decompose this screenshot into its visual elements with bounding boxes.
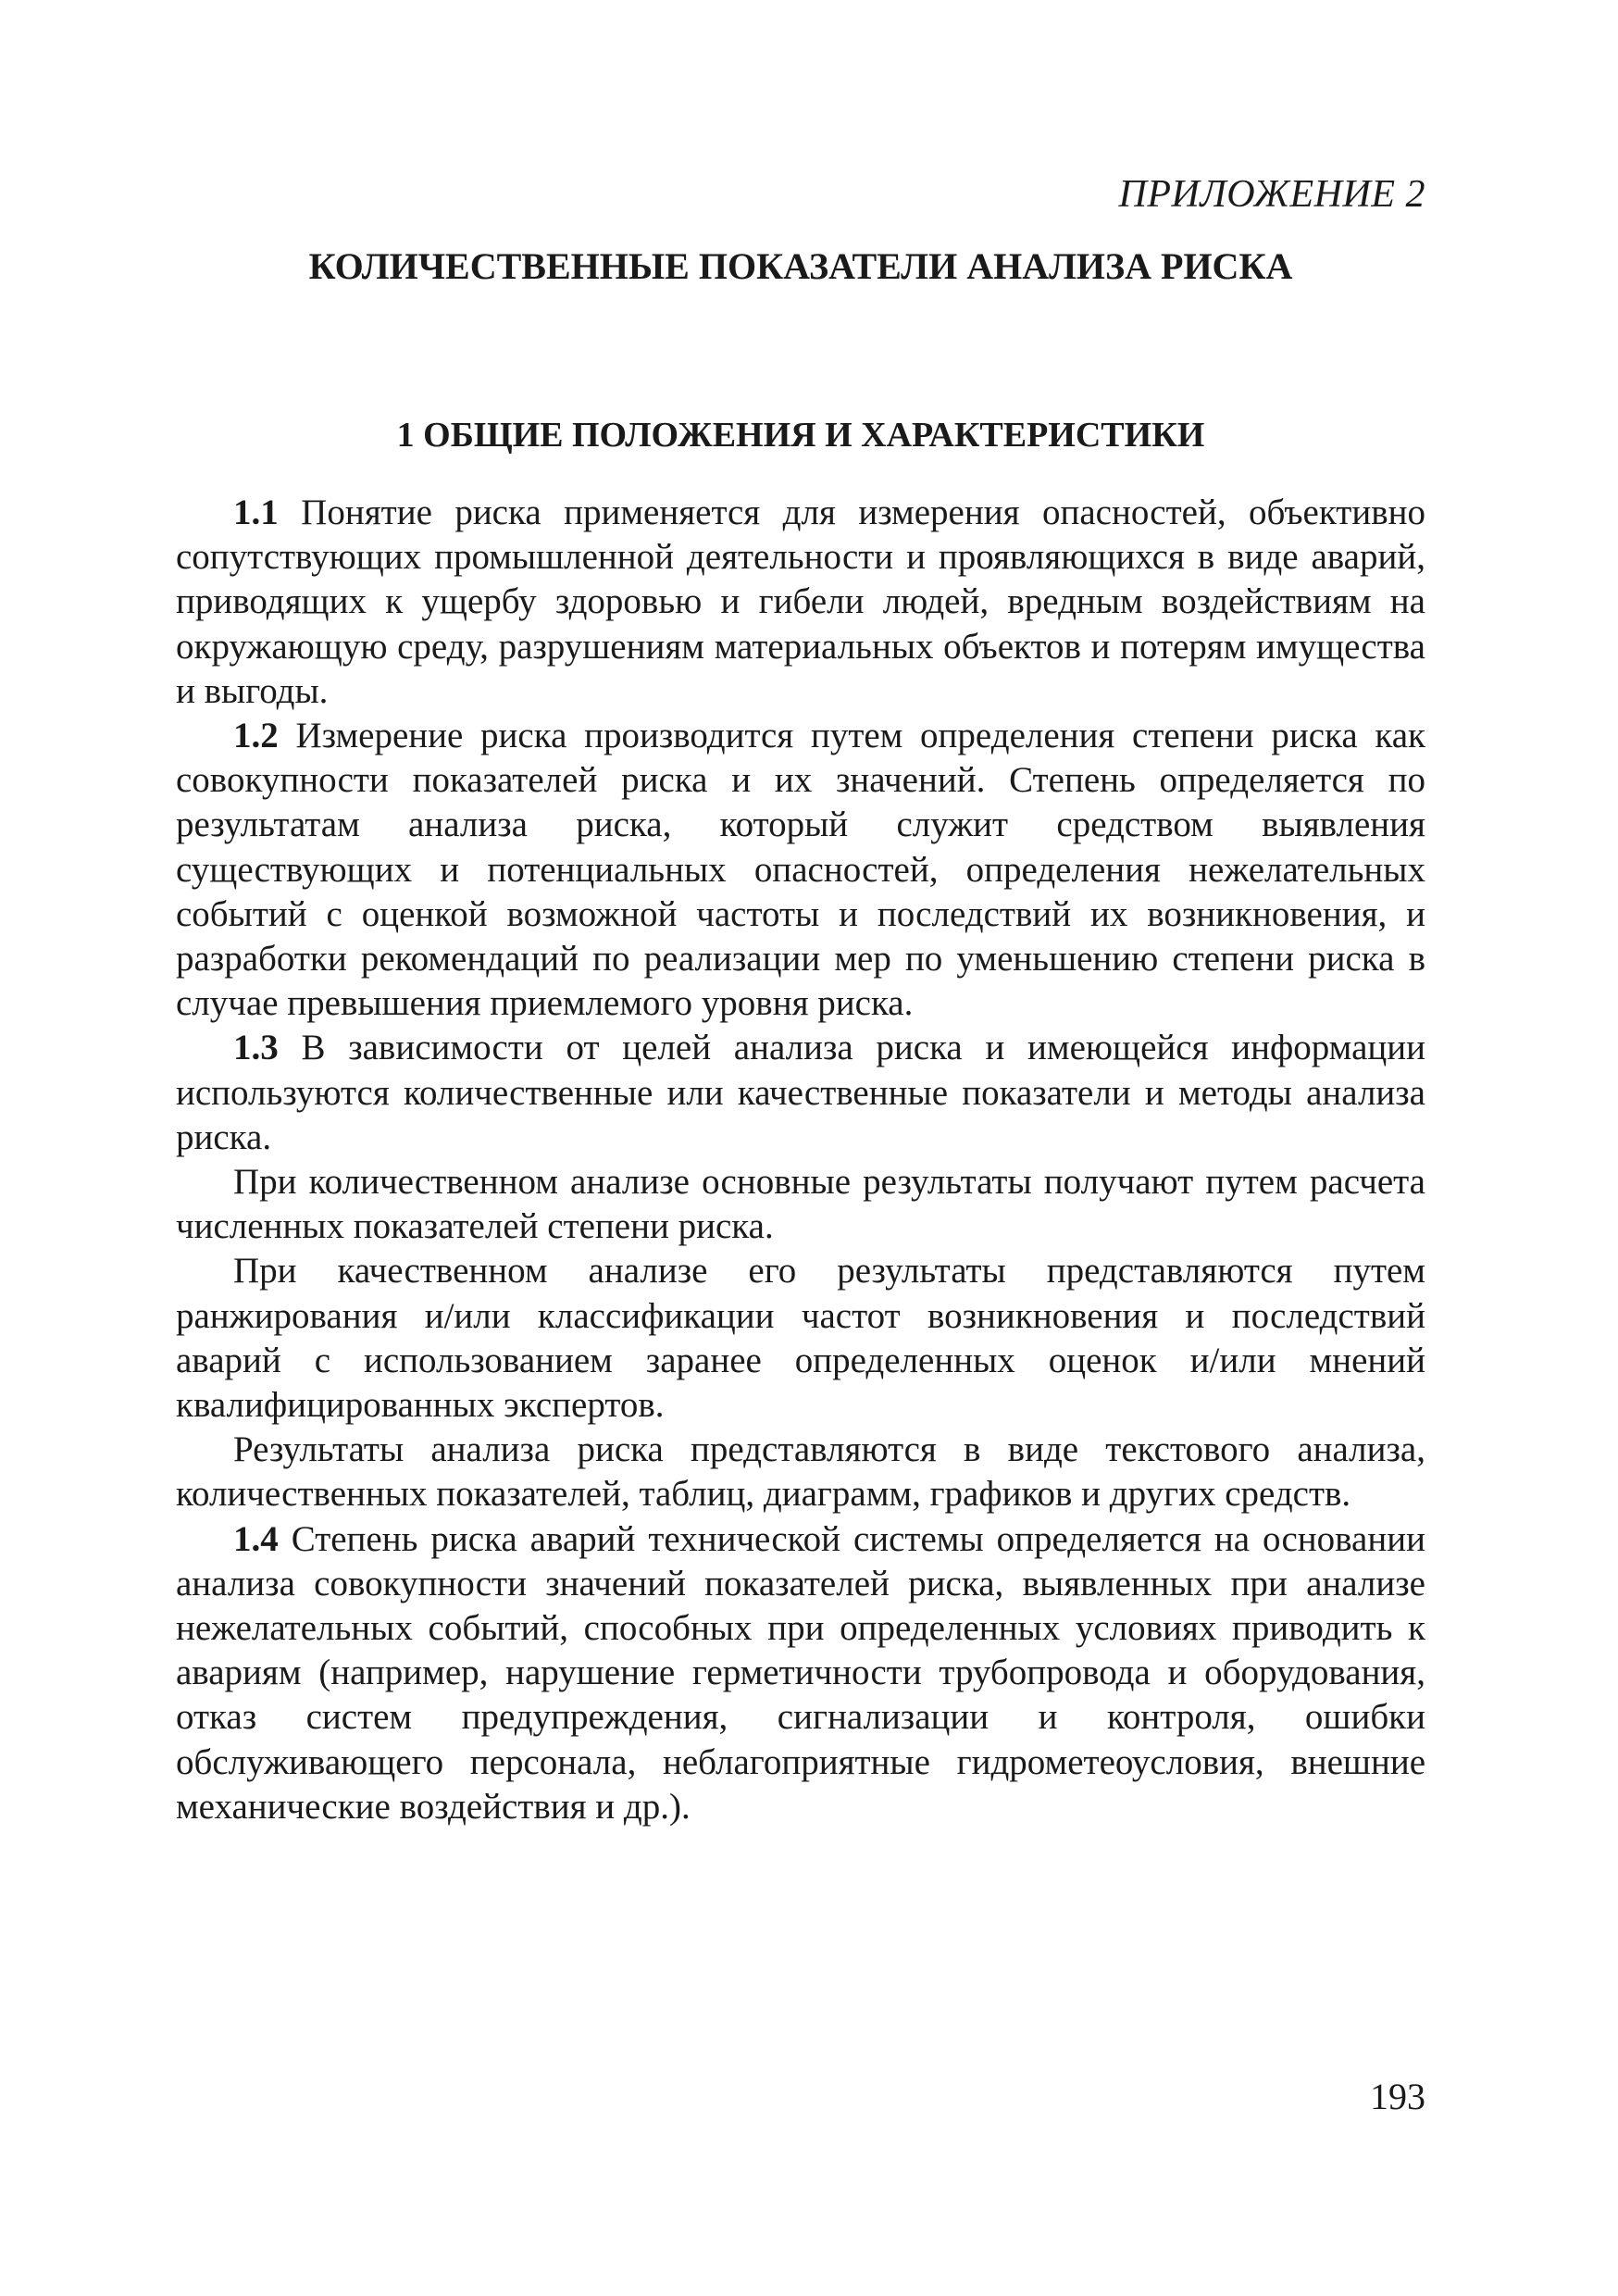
- paragraph-text: Результаты анализа риска представляются в виде текстового анализа, количественных показателей, таблиц, диаграмм, графиков и других средств.: [176, 1429, 1425, 1515]
- paragraph-number: 1.3: [233, 1028, 279, 1068]
- paragraph-text: При качественном анализе его результаты представляются путем ранжирования и/или классификации частот возникновения и последствий аварий с использованием заранее определенных оценок и/или мнений квалифицированных экспертов.: [176, 1251, 1425, 1426]
- page-content: [176, 167, 1425, 1829]
- document-title: КОЛИЧЕСТВЕННЫЕ ПОКАЗАТЕЛИ АНАЛИЗА РИСКА: [308, 245, 1293, 287]
- paragraph-1-1: [176, 491, 1425, 714]
- paragraph-quantitative: [176, 1160, 1425, 1249]
- paragraph-number: 1.4: [233, 1518, 279, 1559]
- paragraph-number: 1.2: [233, 716, 279, 756]
- paragraph-qualitative: [176, 1249, 1425, 1428]
- appendix-label: ПРИЛОЖЕНИЕ 2: [1118, 173, 1425, 216]
- paragraph-text: Понятие риска применяется для измерения опасностей, объективно сопутствующих промышленной деятельности и проявляющихся в виде аварий, приводящих к ущербу здоровью и гибели людей, вредным воздействиям на окружающую среду, разрушениям материальных объектов и потерям имущества и выгоды.: [176, 493, 1425, 711]
- paragraph-text: При количественном анализе основные результаты получают путем расчета численных показателей степени риска.: [176, 1162, 1425, 1247]
- paragraph-text: Степень риска аварий технической системы определяется на основании анализа совокупности значений показателей риска, выявленных при анализе нежелательных событий, способных при определенных условиях приводить к авариям (например, нарушение герметичности трубопровода и оборудования, отказ систем предупреждения, сигнализации и контроля, ошибки обслуживающего персонала, неблагоприятные гидрометеоусловия, внешние механические воздействия и др.).: [176, 1518, 1425, 1827]
- page-number: 193: [1370, 2076, 1425, 2117]
- paragraph-1-2: [176, 714, 1425, 1026]
- paragraph-text: Измерение риска производится путем определения степени риска как совокупности показателей риска и их значений. Степень определяется по результатам анализа риска, который служит средством выявления существующих и потенциальных опасностей, определения нежелательных событий с оценкой возможной частоты и последствий их возникновения, и разработки рекомендаций по реализации мер по уменьшению степени риска в случае превышения приемлемого уровня риска.: [176, 716, 1425, 1024]
- paragraph-text: В зависимости от целей анализа риска и имеющейся информации используются количественные или качественные показатели и методы анализа риска.: [176, 1028, 1425, 1157]
- paragraph-1-3: [176, 1026, 1425, 1160]
- section-title: 1 ОБЩИЕ ПОЛОЖЕНИЯ И ХАРАКТЕРИСТИКИ: [396, 416, 1205, 455]
- paragraph-results: [176, 1428, 1425, 1516]
- paragraph-number: 1.1: [233, 493, 279, 532]
- paragraph-1-4: [176, 1517, 1425, 1829]
